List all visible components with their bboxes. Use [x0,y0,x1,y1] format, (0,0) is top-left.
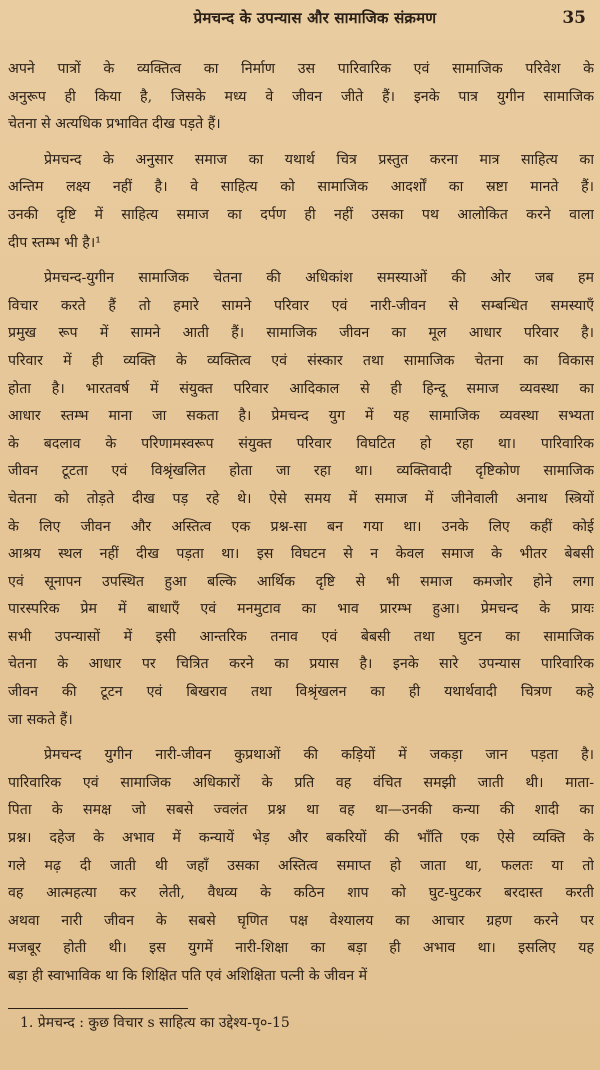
text-line: परिवार में ही व्यक्ति के व्यक्तित्व एवं संस्कार तथा सामाजिक चेतना का विकास [8,352,594,369]
page-number: 35 [562,8,586,28]
paragraph [8,56,594,139]
text-line: चेतना से अत्यधिक प्रभावित दीख पड़ते हैं। [8,116,221,133]
text-line: विचार करते हैं तो हमारे सामने परिवार एवं नारी-जीवन से सम्बन्धित समस्याएँ [8,297,594,314]
text-line: पिता के समक्ष जो सबसे ज्वलंत प्रश्न था वह था—उनकी कन्या की शादी का [8,802,594,819]
text-line: प्रमुख रूप में सामने आती हैं। सामाजिक जीवन का मूल आधार परिवार है। [8,325,594,342]
text-line: के लिए जीवन और अस्तित्व एक प्रश्न-सा बन गया था। उनके लिए कहीं कोई [8,518,594,535]
text-line: आश्रय स्थल नहीं दीख पड़ता था। इस विघटन से न केवल समाज के भीतर बेबसी [8,546,594,563]
text-line: प्रेमचन्द के अनुसार समाज का यथार्थ चित्र प्रस्तुत करना मात्र साहित्य का [44,151,594,168]
text-line: प्रेमचन्द-युगीन सामाजिक चेतना की अधिकांश समस्याओं की ओर जब हम [44,270,594,287]
text-line: अन्तिम लक्ष्य नहीं है। वे साहित्य को सामाजिक आदर्शों का स्रष्टा मानते हैं। [8,179,594,196]
footnote-divider [8,1008,188,1009]
paragraph [8,265,594,734]
text-line: जीवन टूटता एवं विश्रृंखलित होता जा रहा था। व्यक्तिवादी दृष्टिकोण सामाजिक [8,463,594,480]
running-title: प्रेमचन्द के उपन्यास और सामाजिक संक्रमण [193,9,437,27]
text-line: उनकी दृष्टि में साहित्य समाज का दर्पण ही नहीं उसका पथ आलोकित करने वाला [8,206,594,223]
text-line: गले मढ़ दी जाती थी जहाँ उसका अस्तित्व समाप्त हो जाता था, फलतः या तो [8,857,594,874]
text-line: अपने पात्रों के व्यक्तित्व का निर्माण उस पारिवारिक एवं सामाजिक परिवेश के [8,61,594,77]
text-line: पारिवारिक एवं सामाजिक अधिकारों के प्रति वह वंचित समझी जाती थी। माता- [8,774,594,791]
text-line: प्रेमचन्द युगीन नारी-जीवन कुप्रथाओं की कड़ियों में जकड़ा जान पड़ता है। [44,747,594,764]
text-line: वह आत्महत्या कर लेती, वैधव्य के कठिन शाप को घुट-घुटकर बरदास्त करती [8,885,594,902]
text-line: बड़ा ही स्वाभाविक था कि शिक्षित पति एवं अशिक्षिता पत्नी के जीवन में [8,968,368,984]
text-line: अथवा नारी जीवन के सबसे घृणित पक्ष वेश्यालय का आचार ग्रहण करने पर [8,912,594,929]
text-line: जीवन की टूटन एवं बिखराव तथा विश्रृंखलन का ही यथार्थवादी चित्रण कहे [8,684,594,701]
text-line: होता है। भारतवर्ष में संयुक्त परिवार आदिकाल से ही हिन्दू समाज व्यवस्था का [8,380,594,397]
body-text [8,56,594,999]
paragraph [8,147,594,257]
footnote: 1. प्रेमचन्द : कुछ विचार s साहित्य का उद्देश्य-पृ०-15 [20,1015,290,1031]
text-line: सभी उपन्यासों में इसी आन्तरिक तनाव एवं बेबसी तथा घुटन का सामाजिक [8,628,594,645]
text-line: जा सकते हैं। [8,711,73,728]
text-line: दीप स्तम्भ भी है।¹ [8,234,101,251]
text-line: मजबूर होती थी। इस युगमें नारी-शिक्षा का बड़ा ही अभाव था। इसलिए यह [8,940,594,957]
paragraph [8,742,594,990]
text-line: आधार स्तम्भ माना जा सकता है। प्रेमचन्द युग में यह सामाजिक व्यवस्था सभ्यता [8,408,594,425]
page-header [0,8,600,38]
text-line: एवं सूनापन उपस्थित हुआ बल्कि आर्थिक दृष्टि से भी समाज कमजोर होने लगा [8,573,594,590]
text-line: के बदलाव के परिणामस्वरूप संयुक्त परिवार विघटित हो रहा था। पारिवारिक [8,435,594,452]
text-line: चेतना को तोड़ते दीख पड़ रहे थे। ऐसे समय में समाज में जीनेवाली अनाथ स्त्रियों [8,490,594,507]
text-line: पारस्परिक प्रेम में बाधाएँ एवं मनमुटाव का भाव प्रारम्भ हुआ। प्रेमचन्द के प्रायः [8,601,594,618]
text-line: अनुरूप ही किया है, जिसके मध्य वे जीवन जीते हैं। इनके पात्र युगीन सामाजिक [8,88,594,105]
text-line: चेतना के आधार पर चित्रित करने का प्रयास है। इनके सारे उपन्यास पारिवारिक [8,656,594,673]
text-line: प्रश्न। दहेज के अभाव में कन्यायें भेड़ और बकरियों की भाँति एक ऐसे व्यक्ति के [8,830,594,847]
